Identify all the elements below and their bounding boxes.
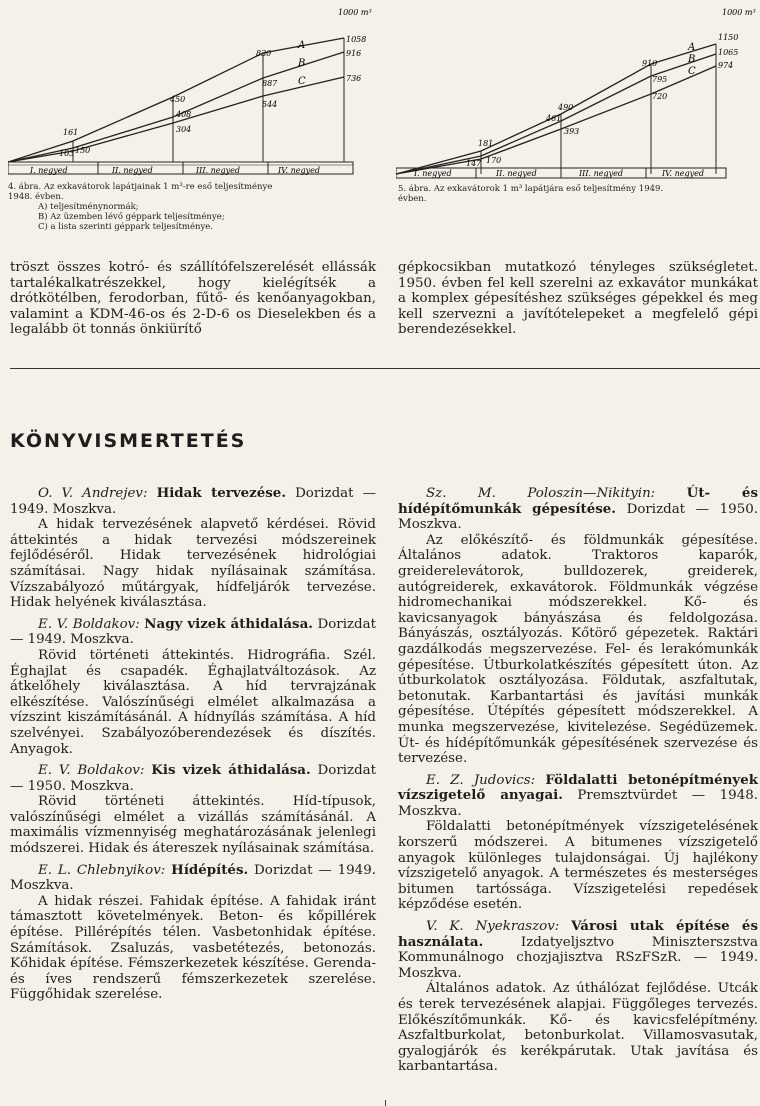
fig4-quarter-2: II. negyed xyxy=(112,166,153,175)
fig5-val-c1: 147 xyxy=(466,159,482,168)
review-title: Út- és hídépítőmunkák gépesítése. xyxy=(398,485,758,517)
fig5-val-b2: 461 xyxy=(546,114,562,123)
review-title: Nagy vizek áthidalása. xyxy=(144,615,313,632)
fig4-label-b: B xyxy=(298,58,306,69)
fig4-val-c4: 736 xyxy=(346,74,362,83)
review-heading xyxy=(10,617,376,648)
fig4-quarter-1: I. negyed xyxy=(30,166,68,175)
review-body: Rövid történeti áttekintés. Hidrográfia. Szél. Éghajlat és csapadék. Éghajlatváltozások. Az átkelőhely kiválasztása. A híd tervrajzának elkészítése. Valószínűségi elmélet alkalmazása a vízszint kiszámításánál. A hídnyílás számítása. A híd szelvényei. Szabályozóberendezések és díszítés. Anyagok. xyxy=(10,647,376,757)
fig5-caption-line1: 5. ábra. Az exkavátorok 1 m³ lapátjára eső teljesítmény 1949. xyxy=(398,184,664,194)
review-author: E. V. Boldakov: xyxy=(38,616,140,632)
fig4-caption-line2: 1948. évben. xyxy=(8,192,64,202)
fig4-val-c2: 304 xyxy=(176,125,192,134)
figure-4 xyxy=(8,4,380,180)
top-text-left-column xyxy=(10,260,376,338)
section-divider xyxy=(10,368,760,369)
review-body: Az előkészítő- és földmunkák gépesítése. Általános adatok. Traktoros kaparók, greiderelevátorok, bulldozerek, greiderek, autógreiderek, exkavátorok. Földmunkák végzése hidromechanikai módszerekkel. Kő- és kavicsanyagok bányászása és feldolgozása. Bányászás, osztályozás. Kőtörő gépezetek. Raktári gazdálkodás megszervezése. Fel- és lerakómunkák gépesítése. Útburkolatkészítés gépesített úton. Az útburkolatok osztályozása. Földutak, aszfaltutak, betonutak. Karbantartási és javítási munkák gépesítése. Útépítés gépesített módszerekkel. A munka megszervezése, kivitelezése. Segédüzemek. Út- és hídépítőmunkák gépesítésének szervezése és tervezése. xyxy=(398,532,758,767)
reviews-right-column xyxy=(398,486,758,1081)
review-author: O. V. Andrejev: xyxy=(38,486,148,501)
fig4-val-a1: 161 xyxy=(63,128,79,137)
fig4-label-c: C xyxy=(298,76,306,87)
review-body: Rövid történeti áttekintés. Híd-típusok, valószínűségi elmélet a vizállás számításánál. A maximális vízmennyiség meghatározásának jelenlegi módszerei. Hidak és átereszek nyílásainak számítása. xyxy=(10,794,376,857)
fig4-legend-c: C) a lista szerinti géppark teljesítménye. xyxy=(38,222,214,232)
review-title: Kis vizek áthidalása. xyxy=(151,762,311,779)
review-publisher: Dorizdat — 1950. Moszkva. xyxy=(398,501,759,533)
fig5-quarter-2: II. negyed xyxy=(496,169,537,178)
fig4-val-b4: 916 xyxy=(346,49,362,58)
review-publisher: Dorizdat — 1949. Moszkva. xyxy=(10,862,376,894)
fig4-caption-line1: 4. ábra. Az exkavátorok lapátjainak 1 m³-re eső teljesítménye xyxy=(8,182,273,192)
review-publisher: Dorizdat — 1949. Moszkva. xyxy=(10,616,376,648)
review-heading xyxy=(10,863,376,894)
figure-5 xyxy=(396,4,758,180)
review-entry-boldakov-nagy xyxy=(10,617,376,757)
fig5-val-c3: 720 xyxy=(652,92,668,101)
fig5-val-c2: 393 xyxy=(564,127,580,136)
review-heading xyxy=(398,486,758,533)
review-heading xyxy=(10,763,376,794)
fig5-val-a4: 1150 xyxy=(718,33,739,42)
fig4-quarter-4: IV. negyed xyxy=(278,166,321,175)
fig5-label-c: C xyxy=(688,66,696,77)
fig4-val-c3: 544 xyxy=(262,100,278,109)
review-author: E. V. Boldakov: xyxy=(38,763,145,779)
fig5-quarter-3: III. negyed xyxy=(579,169,623,178)
review-heading xyxy=(398,919,758,981)
review-author: Sz. M. Poloszin—Nikityin: xyxy=(426,486,656,501)
fig5-val-a1: 181 xyxy=(478,139,494,148)
fig4-unit: 1000 m³ xyxy=(338,8,372,17)
review-title: Hidak tervezése. xyxy=(156,485,286,501)
review-author: E. Z. Judovics: xyxy=(426,772,536,788)
fig4-val-a4: 1058 xyxy=(346,35,367,44)
fig4-val-a3: 830 xyxy=(256,49,272,58)
figure-4-caption xyxy=(8,182,272,232)
fig4-label-a: A xyxy=(298,40,306,51)
column-separator xyxy=(385,1100,386,1106)
figure-5-chart xyxy=(396,4,758,180)
fig4-val-b2: 408 xyxy=(176,110,192,119)
review-publisher: Dorizdat — 1949. Moszkva. xyxy=(10,486,376,517)
review-heading xyxy=(398,773,758,820)
figure-4-chart xyxy=(8,4,380,180)
review-publisher: Izdatyeljsztvo Miniszterszstva Kommunálnogo chozjajisztva RSzFSzR. — 1949. Moszkva. xyxy=(398,934,758,981)
figure-5-caption xyxy=(398,184,663,204)
review-publisher: Dorizdat — 1950. Moszkva. xyxy=(10,763,377,794)
fig5-quarter-1: I. negyed xyxy=(414,169,452,178)
review-body: Általános adatok. Az úthálózat fejlődése. Utcák és terek tervezésének alapjai. Függőleges tervezés. Előkészítőmunkák. Kő- és kavicsfelépítmény. Aszfaltburkolat, betonburkolat. Villamosvasutak, gyalogjárók és kerékpárutak. Utak javítása és karbantartása. xyxy=(398,981,758,1075)
review-body: Földalatti betonépítmények vízszigetelésének korszerű módszerei. A bitumenes vízszigetelő anyagok különleges tulajdonságai. Új hajlékony vízszigetelő anyagok. A természetes és mesterséges bitumen tartóssága. Vízszigetelési repedések képződése esetén. xyxy=(398,819,758,913)
review-author: V. K. Nyekraszov: xyxy=(426,919,560,935)
review-body: A hidak tervezésének alapvető kérdései. Rövid áttekintés a hidak tervezési módszereinek fejlődéséről. Hidak tervezésének hidrológiai számításai. Nagy hidak nyílásainak számítása. Vízszabályozó műtárgyak, hídfeljárók tervezése. Hidak helyének kiválasztása. xyxy=(10,517,376,611)
top-text-left: tröszt összes kotró- és szállítófelszerelését ellássák tartalékalkatrészekkel, hogy kielégítsék a drótkötélben, ferodorban, fűtő- és kenőanyagokban, valamint a KDM-46-os és 2-D-6 os Dieselekben és a legalább öt tonnás önkiürítő xyxy=(10,260,376,338)
fig4-val-b3: 887 xyxy=(262,79,278,88)
fig5-val-a3: 910 xyxy=(642,59,658,68)
fig5-quarter-4: IV. negyed xyxy=(662,169,705,178)
fig5-label-b: B xyxy=(688,54,696,65)
fig5-val-a2: 490 xyxy=(558,103,574,112)
fig4-val-b1: 150 xyxy=(75,146,91,155)
review-entry-andrejev xyxy=(10,486,376,611)
review-title: Városi utak építése és használata. xyxy=(398,918,758,950)
review-title: Földalatti betonépítmények vízszigetelő anyagai. xyxy=(398,771,758,804)
review-entry-nyekraszov xyxy=(398,919,758,1075)
review-title: Hídépítés. xyxy=(171,861,249,878)
fig5-val-b4: 1065 xyxy=(718,48,739,57)
review-author: E. L. Chlebnyikov: xyxy=(38,862,166,878)
fig4-val-a2: 450 xyxy=(170,95,186,104)
review-entry-boldakov-kis xyxy=(10,763,376,857)
review-body: A hidak részei. Fahidak építése. A fahidak iránt támasztott követelmények. Beton- és kőpillérek építése. Pillérépítés télen. Vasbetonhidak építése. Számítások. Zsaluzás, vasbetétezés, betonozás. Kőhidak építése. Fémszerkezetek készítése. Gerenda- és íves rendszerű fémszerkezetek szerelése. Függőhidak szerelése. xyxy=(10,893,376,1003)
fig5-curve-a xyxy=(396,44,716,174)
fig4-val-c1: 103 xyxy=(59,149,75,158)
fig4-legend-a: A) teljesítménynormák; xyxy=(38,202,139,212)
fig4-quarter-3: III. negyed xyxy=(196,166,240,175)
fig5-label-a: A xyxy=(688,42,696,53)
fig5-val-b1: 170 xyxy=(486,156,502,165)
fig5-val-b3: 795 xyxy=(652,75,668,84)
fig5-unit: 1000 m³ xyxy=(722,8,756,17)
top-text-right: gépkocsikban mutatkozó tényleges szükségletet. 1950. évben fel kell szerelni az exkavátor munkákat a komplex gépesítéshez szükséges gépekkel és meg kell szervezni a javítótelepeket a megfelelő gépi berendezésekkel. xyxy=(398,260,758,338)
review-publisher: Premsztvürdet — 1948. Moszkva. xyxy=(398,788,758,819)
top-text-right-column xyxy=(398,260,758,338)
fig4-legend-b: B) Az üzemben lévő géppark teljesítménye; xyxy=(38,212,225,222)
review-entry-poloszin xyxy=(398,486,758,767)
review-entry-chlebnyikov xyxy=(10,863,376,1003)
review-entry-judovics xyxy=(398,773,758,913)
fig5-val-c4: 974 xyxy=(718,61,734,70)
section-title: KÖNYVISMERTETÉS xyxy=(10,430,247,452)
reviews-left-column xyxy=(10,486,376,1009)
fig5-caption-line2: évben. xyxy=(398,194,427,204)
review-heading xyxy=(10,486,376,517)
